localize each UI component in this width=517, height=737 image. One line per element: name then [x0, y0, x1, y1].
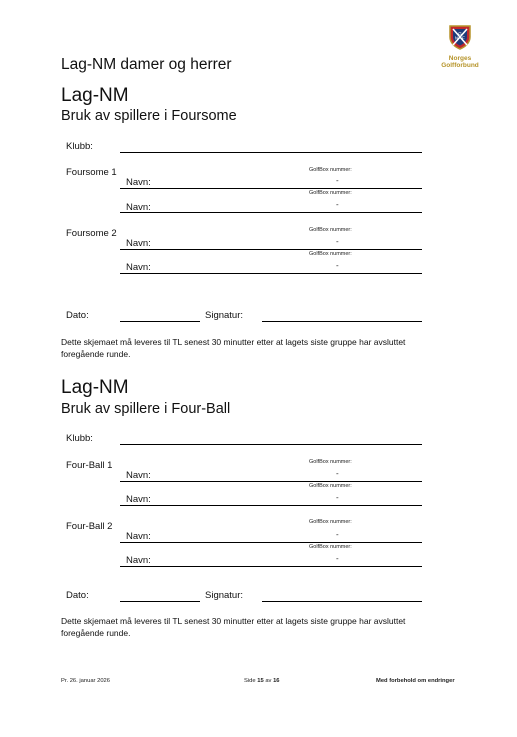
group-label: Foursome 2: [66, 228, 117, 239]
golfbox-label: GolfBox nummer:: [309, 167, 352, 173]
logo-text-golfforbund: Golfforbund: [441, 62, 479, 69]
section-title: Lag-NM: [61, 377, 129, 398]
golfbox-label: GolfBox nummer:: [309, 190, 352, 196]
golfbox-label: GolfBox nummer:: [309, 227, 352, 233]
note-line: Dette skjemaet må leveres til TL senest 30 minutter etter at lagets siste gruppe har avsluttet: [61, 337, 406, 347]
navn-label: Navn:: [126, 470, 151, 481]
signatur-label: Signatur:: [205, 590, 244, 601]
instruction-note: [61, 615, 471, 639]
klubb-label: Klubb:: [66, 141, 93, 152]
dato-label: Dato:: [66, 310, 89, 321]
golfbox-value: -: [336, 261, 339, 270]
navn-label: Navn:: [126, 238, 151, 249]
note-line: foregående runde.: [61, 628, 131, 638]
navn-label: Navn:: [126, 177, 151, 188]
navn-field[interactable]: [120, 188, 422, 189]
golfbox-value: -: [336, 554, 339, 563]
golfbox-label: GolfBox nummer:: [309, 459, 352, 465]
group-label: Four-Ball 1: [66, 460, 113, 471]
ngf-logo: [432, 24, 488, 69]
logo-text-norges: Norges: [448, 55, 472, 62]
golfbox-value: -: [336, 237, 339, 246]
page-prefix: Side: [244, 678, 256, 684]
logo-letter-0: N: [454, 35, 459, 41]
logo-letter-2: F: [462, 35, 465, 41]
navn-label: Navn:: [126, 262, 151, 273]
navn-field[interactable]: [120, 505, 422, 506]
section-title: Lag-NM: [61, 85, 129, 106]
navn-field[interactable]: [120, 481, 422, 482]
page-total: 16: [273, 678, 280, 684]
navn-field[interactable]: [120, 273, 422, 274]
navn-field[interactable]: [120, 212, 422, 213]
golfbox-label: GolfBox nummer:: [309, 483, 352, 489]
navn-label: Navn:: [126, 494, 151, 505]
signatur-field[interactable]: [262, 321, 422, 322]
navn-label: Navn:: [126, 555, 151, 566]
navn-field[interactable]: [120, 542, 422, 543]
golfbox-value: -: [336, 493, 339, 502]
klubb-field[interactable]: [120, 152, 422, 153]
document-title: Lag-NM damer og herrer: [61, 56, 232, 73]
golfbox-value: -: [336, 200, 339, 209]
footer-page-number: [244, 678, 280, 684]
instruction-note: [61, 336, 471, 360]
golfbox-label: GolfBox nummer:: [309, 251, 352, 257]
note-line: foregående runde.: [61, 349, 131, 359]
page-mid: av: [265, 678, 272, 684]
logo-letter-1: G: [458, 31, 462, 36]
section-subtitle: Bruk av spillere i Four-Ball: [61, 401, 231, 417]
golfbox-label: GolfBox nummer:: [309, 519, 352, 525]
note-line: Dette skjemaet må leveres til TL senest 30 minutter etter at lagets siste gruppe har avsluttet: [61, 616, 406, 626]
golfbox-value: -: [336, 176, 339, 185]
dato-label: Dato:: [66, 590, 89, 601]
navn-label: Navn:: [126, 531, 151, 542]
signatur-field[interactable]: [262, 601, 422, 602]
navn-field[interactable]: [120, 566, 422, 567]
navn-field[interactable]: [120, 249, 422, 250]
dato-field[interactable]: [120, 601, 200, 602]
footer-date: Pr. 26. januar 2026: [61, 678, 110, 684]
ngf-shield-icon: [447, 24, 473, 50]
dato-field[interactable]: [120, 321, 200, 322]
group-label: Four-Ball 2: [66, 521, 113, 532]
klubb-field[interactable]: [120, 444, 422, 445]
golfbox-label: GolfBox nummer:: [309, 544, 352, 550]
klubb-label: Klubb:: [66, 433, 93, 444]
footer-disclaimer: Med forbehold om endringer: [376, 678, 455, 684]
golfbox-value: -: [336, 469, 339, 478]
signatur-label: Signatur:: [205, 310, 244, 321]
section-subtitle: Bruk av spillere i Foursome: [61, 108, 237, 124]
group-label: Foursome 1: [66, 167, 117, 178]
page-current: 15: [257, 678, 264, 684]
golfbox-value: -: [336, 530, 339, 539]
navn-label: Navn:: [126, 202, 151, 213]
